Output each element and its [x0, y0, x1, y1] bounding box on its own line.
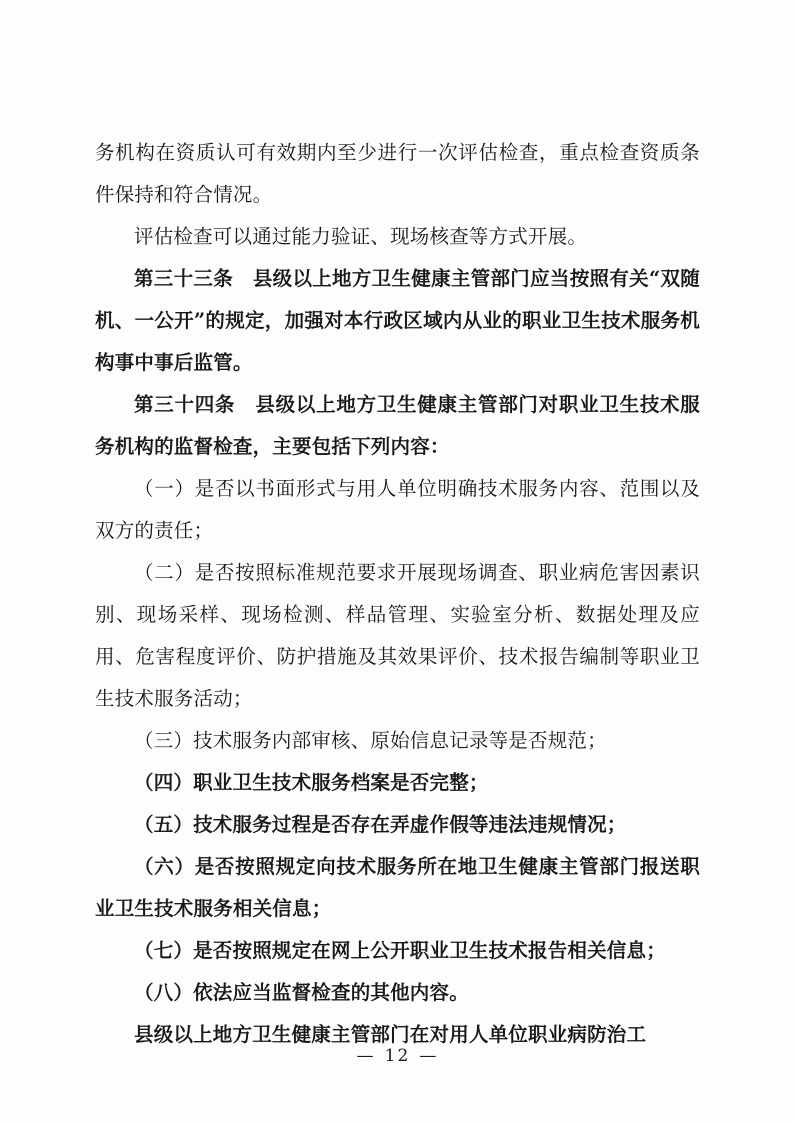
paragraph-text: （四）职业卫生技术服务档案是否完整；	[134, 771, 489, 794]
paragraph-text: 县级以上地方卫生健康主管部门对职业卫生技术服务机构的监督检查，主要包括下列内容：	[95, 393, 700, 458]
paragraph-text: （二）是否按照标准规范要求开展现场调查、职业病危害因素识别、现场采样、现场检测、样品管理、实验室分析、数据处理及应用、危害程度评价、防护措施及其效果评价、技术报告编制等职业卫生技术服务活动；	[95, 561, 700, 710]
page-footer	[0, 1046, 795, 1066]
paragraph-text: 县级以上地方卫生健康主管部门在对用人单位职业病防治工	[134, 1023, 647, 1046]
paragraph-text: 务机构在资质认可有效期内至少进行一次评估检查，重点检查资质条件保持和符合情况。	[95, 141, 700, 206]
article-number-34: 第三十四条	[134, 393, 236, 416]
article-number-33: 第三十三条	[134, 267, 234, 290]
paragraph-item-7	[95, 930, 700, 972]
paragraph-text: （六）是否按照规定向技术服务所在地卫生健康主管部门报送职业卫生技术服务相关信息；	[95, 855, 700, 920]
paragraph-item-8	[95, 972, 700, 1014]
page-number: 12	[384, 1046, 411, 1066]
paragraph-text: 评估检查可以通过能力验证、现场核查等方式开展。	[134, 225, 588, 248]
paragraph-item-6	[95, 846, 700, 930]
document-body	[95, 132, 700, 1056]
paragraph-item-3	[95, 720, 700, 762]
paragraph-article-33	[95, 258, 700, 384]
paragraph-text: 县级以上地方卫生健康主管部门应当按照有关“双随机、一公开”的规定，加强对本行政区域内从业的职业卫生技术服务机构事中事后监管。	[95, 267, 700, 374]
footer-dash-right: —	[419, 1046, 439, 1066]
paragraph-article-34	[95, 384, 700, 468]
paragraph-text: （八）依法应当监督检查的其他内容。	[134, 981, 469, 1004]
paragraph-item-4	[95, 762, 700, 804]
paragraph-assessment-methods	[95, 216, 700, 258]
paragraph-text: （三）技术服务内部审核、原始信息记录等是否规范；	[134, 729, 607, 752]
paragraph-item-5	[95, 804, 700, 846]
paragraph-item-1	[95, 468, 700, 552]
paragraph-text: （七）是否按照规定在网上公开职业卫生技术报告相关信息；	[134, 939, 666, 962]
paragraph-item-2	[95, 552, 700, 720]
paragraph-continuation	[95, 132, 700, 216]
paragraph-text: （五）技术服务过程是否存在弄虚作假等违法违规情况；	[134, 813, 627, 836]
paragraph-text: （一）是否以书面形式与用人单位明确技术服务内容、范围以及双方的责任；	[95, 477, 700, 542]
footer-dash-left: —	[356, 1046, 376, 1066]
